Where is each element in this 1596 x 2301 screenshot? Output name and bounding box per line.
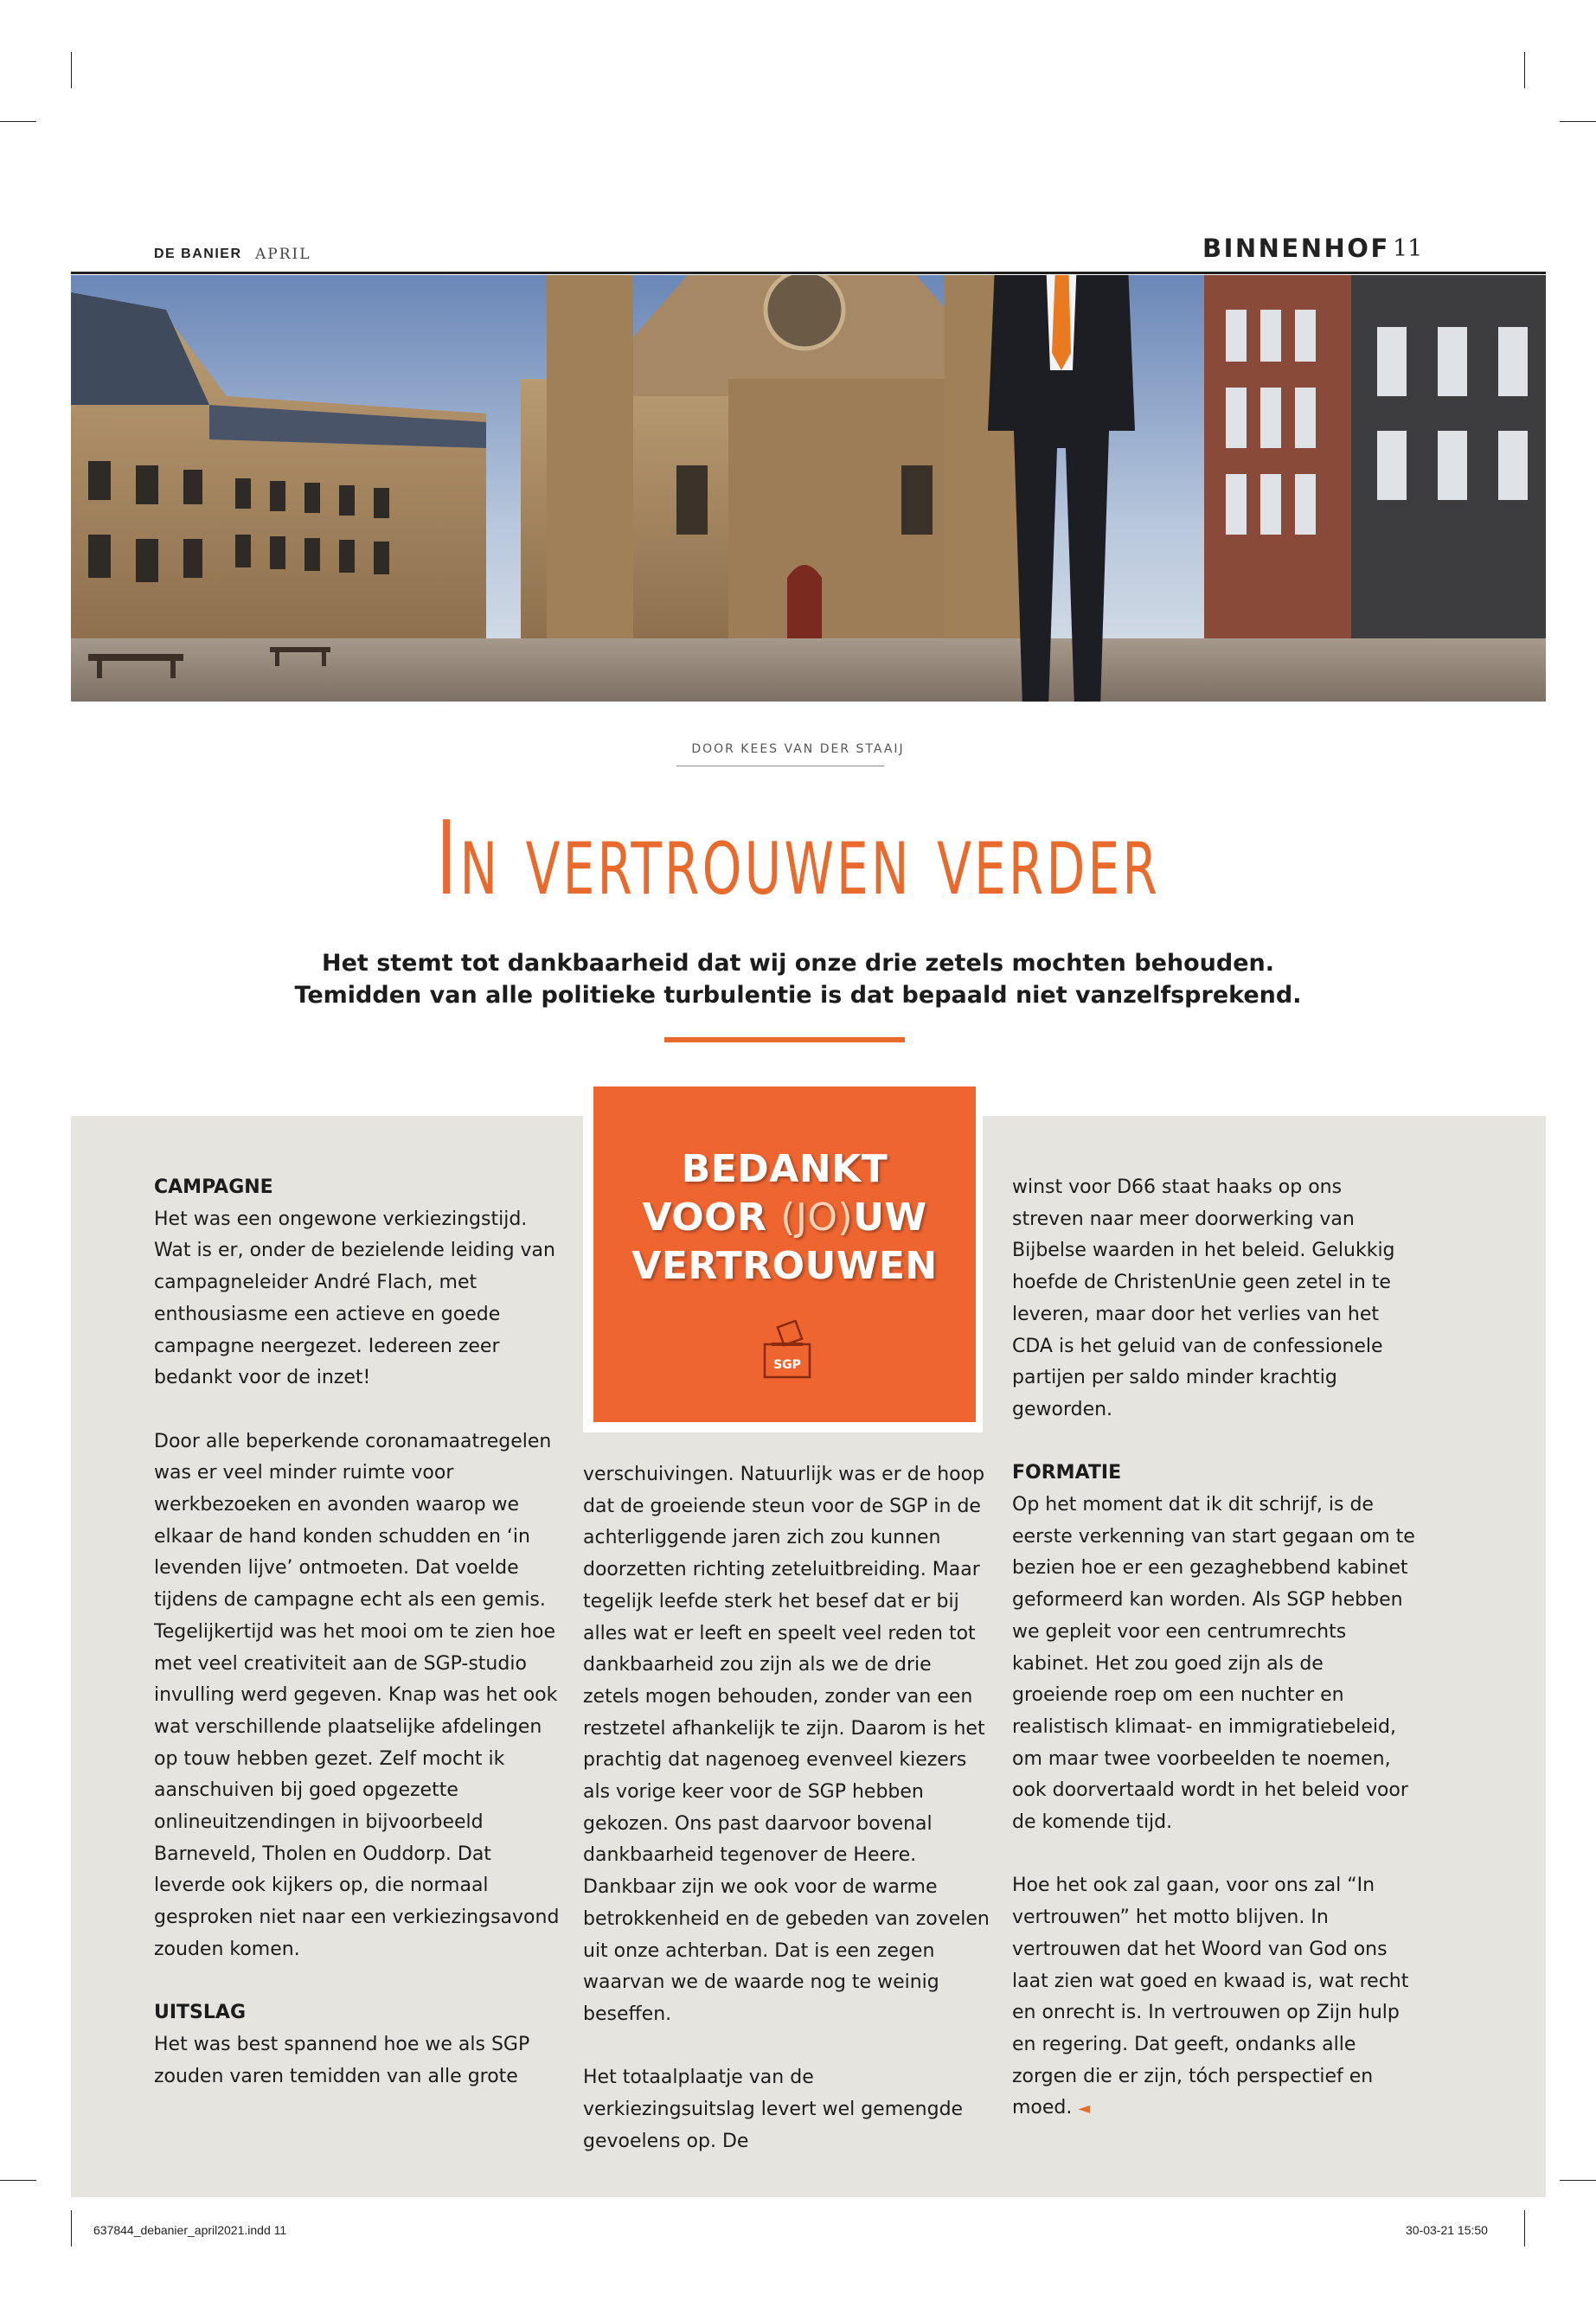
heading-campagne: CAMPAGNE	[154, 1176, 273, 1198]
crop-mark	[1524, 2210, 1525, 2247]
paragraph: verschuivingen. Natuurlijk was er de hoop dat de groeiende steun voor de SGP in de achterliggende jaren zich zou kunnen doorzetten richting zeteluitbreiding. Maar tegelijk leefde sterk het besef dat er bij alles wat er leeft en speelt veel reden tot dankbaarheid zou zijn als we de drie zetels mogen behouden, zonder van een restzetel afhankelijk te zijn. Daarom is het prachtig dat nagenoeg evenveel kiezers als vorige keer voor de SGP hebben gekozen. Ons past daarvoor bovenal dankbaarheid tegenover de Heere. Dankbaar zijn we ook voor de warme betrokkenheid en de gebeden van zovelen uit onze achterban. Dat is een zegen waarvan we de waarde nog te weinig beseffen.	[583, 1464, 990, 2025]
publication-name: DE BANIER	[154, 247, 242, 261]
sgp-badge: SGP	[773, 1358, 801, 1372]
heading-formatie: FORMATIE	[1012, 1462, 1122, 1484]
end-mark-icon: ◄	[1078, 2099, 1091, 2118]
byline: DOOR KEES VAN DER STAAIJ	[691, 742, 905, 756]
page-number: 11	[1393, 235, 1423, 262]
promo-line: BEDANKT	[681, 1147, 888, 1191]
crop-mark	[71, 2210, 72, 2247]
intro-line: Temidden van alle politieke turbulentie is dat bepaald niet vanzelfsprekend.	[294, 982, 1302, 1009]
crop-mark	[1560, 2180, 1596, 2181]
heading-uitslag: UITSLAG	[154, 2002, 247, 2024]
paragraph: Het totaalplaatje van de verkiezingsuitslag levert wel gemengde gevoelens op. De	[583, 2067, 964, 2152]
promo-text: UW	[853, 1195, 927, 1240]
promo-box	[593, 1086, 976, 1422]
binnenhof-photo	[71, 275, 1546, 702]
paragraph: Hoe het ook zal gaan, voor ons zal “In vertrouwen” het motto blijven. In vertrouwen dat het Woord van God ons laat zien wat goed en kwaad is, wat recht en onrecht is. In vertrouwen op Zijn hulp en regering. Dat geeft, ondanks alle zorgen die er zijn, tóch perspectief en moed.	[1012, 1875, 1409, 2119]
article-column-1	[154, 1172, 561, 2125]
issue-month: APRIL	[255, 246, 311, 263]
article-intro	[0, 947, 1596, 1011]
crop-mark	[0, 121, 36, 122]
article-title: In vertrouwen verder	[436, 798, 1160, 918]
paragraph: Het was best spannend hoe we als SGP zouden varen temidden van alle grote	[154, 2033, 530, 2087]
promo-jo: (JO)	[780, 1195, 854, 1240]
paragraph: winst voor D66 staat haaks op ons streven naar meer doorwerking van Bijbelse waarden in het beleid. Gelukkig hoefde de ChristenUnie geen zetel in te leveren, maar door het verlies van het CDA is het geluid van de confessionele partijen per saldo minder krachtig geworden.	[1012, 1176, 1395, 1420]
crop-mark	[71, 52, 72, 88]
promo-line: VERTROUWEN	[631, 1244, 938, 1288]
intro-line: Het stemt tot dankbaarheid dat wij onze drie zetels mochten behouden.	[321, 950, 1274, 977]
print-slug-date: 30-03-21 15:50	[1406, 2223, 1488, 2237]
section-title: BINNENHOF	[1202, 234, 1390, 263]
paragraph: Door alle beperkende coronamaatregelen was er veel minder ruimte voor werkbezoeken en avonden waarop we elkaar de hand konden schudden en ‘in levenden lijve’ ontmoeten. Dat voelde tijdens de campagne echt als een gemis. Tegelijkertijd was het mooi om te zien hoe met veel creativiteit aan de SGP-studio invulling werd gegeven. Knap was het ook wat verschillende plaatselijke afdelingen op touw hebben gezet. Zelf mocht ik aanschuiven bij goed opgezette onlineuitzendingen in bijvoorbeeld Barneveld, Tholen en Ouddorp. Dat leverde ook kijkers op, die normaal gesproken niet naar een verkiezingsavond zouden komen.	[154, 1430, 560, 1960]
article-column-2	[583, 1459, 990, 2189]
print-slug-file: 637844_debanier_april2021.indd 11	[93, 2223, 287, 2237]
ballot-box-icon	[760, 1320, 815, 1381]
promo-line	[593, 1195, 976, 1240]
promo-text: VOOR	[642, 1195, 781, 1240]
crop-mark	[0, 2180, 36, 2181]
intro-rule	[664, 1037, 905, 1042]
header-rule	[71, 272, 1546, 274]
crop-mark	[1524, 52, 1525, 88]
paragraph: Op het moment dat ik dit schrijf, is de eerste verkenning van start gegaan om te bezien hoe er een gezaghebbend kabinet geformeerd kan worden. Als SGP hebben we gepleit voor een centrumrechts kabinet. Het zou goed zijn als de groeiende roep om een nuchter en realistisch klimaat- en immigratiebeleid, om maar twee voorbeelden te noemen, ook doorvertaald wordt in het beleid voor de komende tijd.	[1012, 1494, 1415, 1834]
article-column-3	[1012, 1172, 1419, 2157]
crop-mark	[1560, 121, 1596, 122]
paragraph: Het was een ongewone verkiezingstijd. Wat is er, onder de bezielende leiding van campagneleider André Flach, met enthousiasme een actieve en goede campagne neergezet. Iedereen zeer bedankt voor de inzet!	[154, 1208, 555, 1389]
